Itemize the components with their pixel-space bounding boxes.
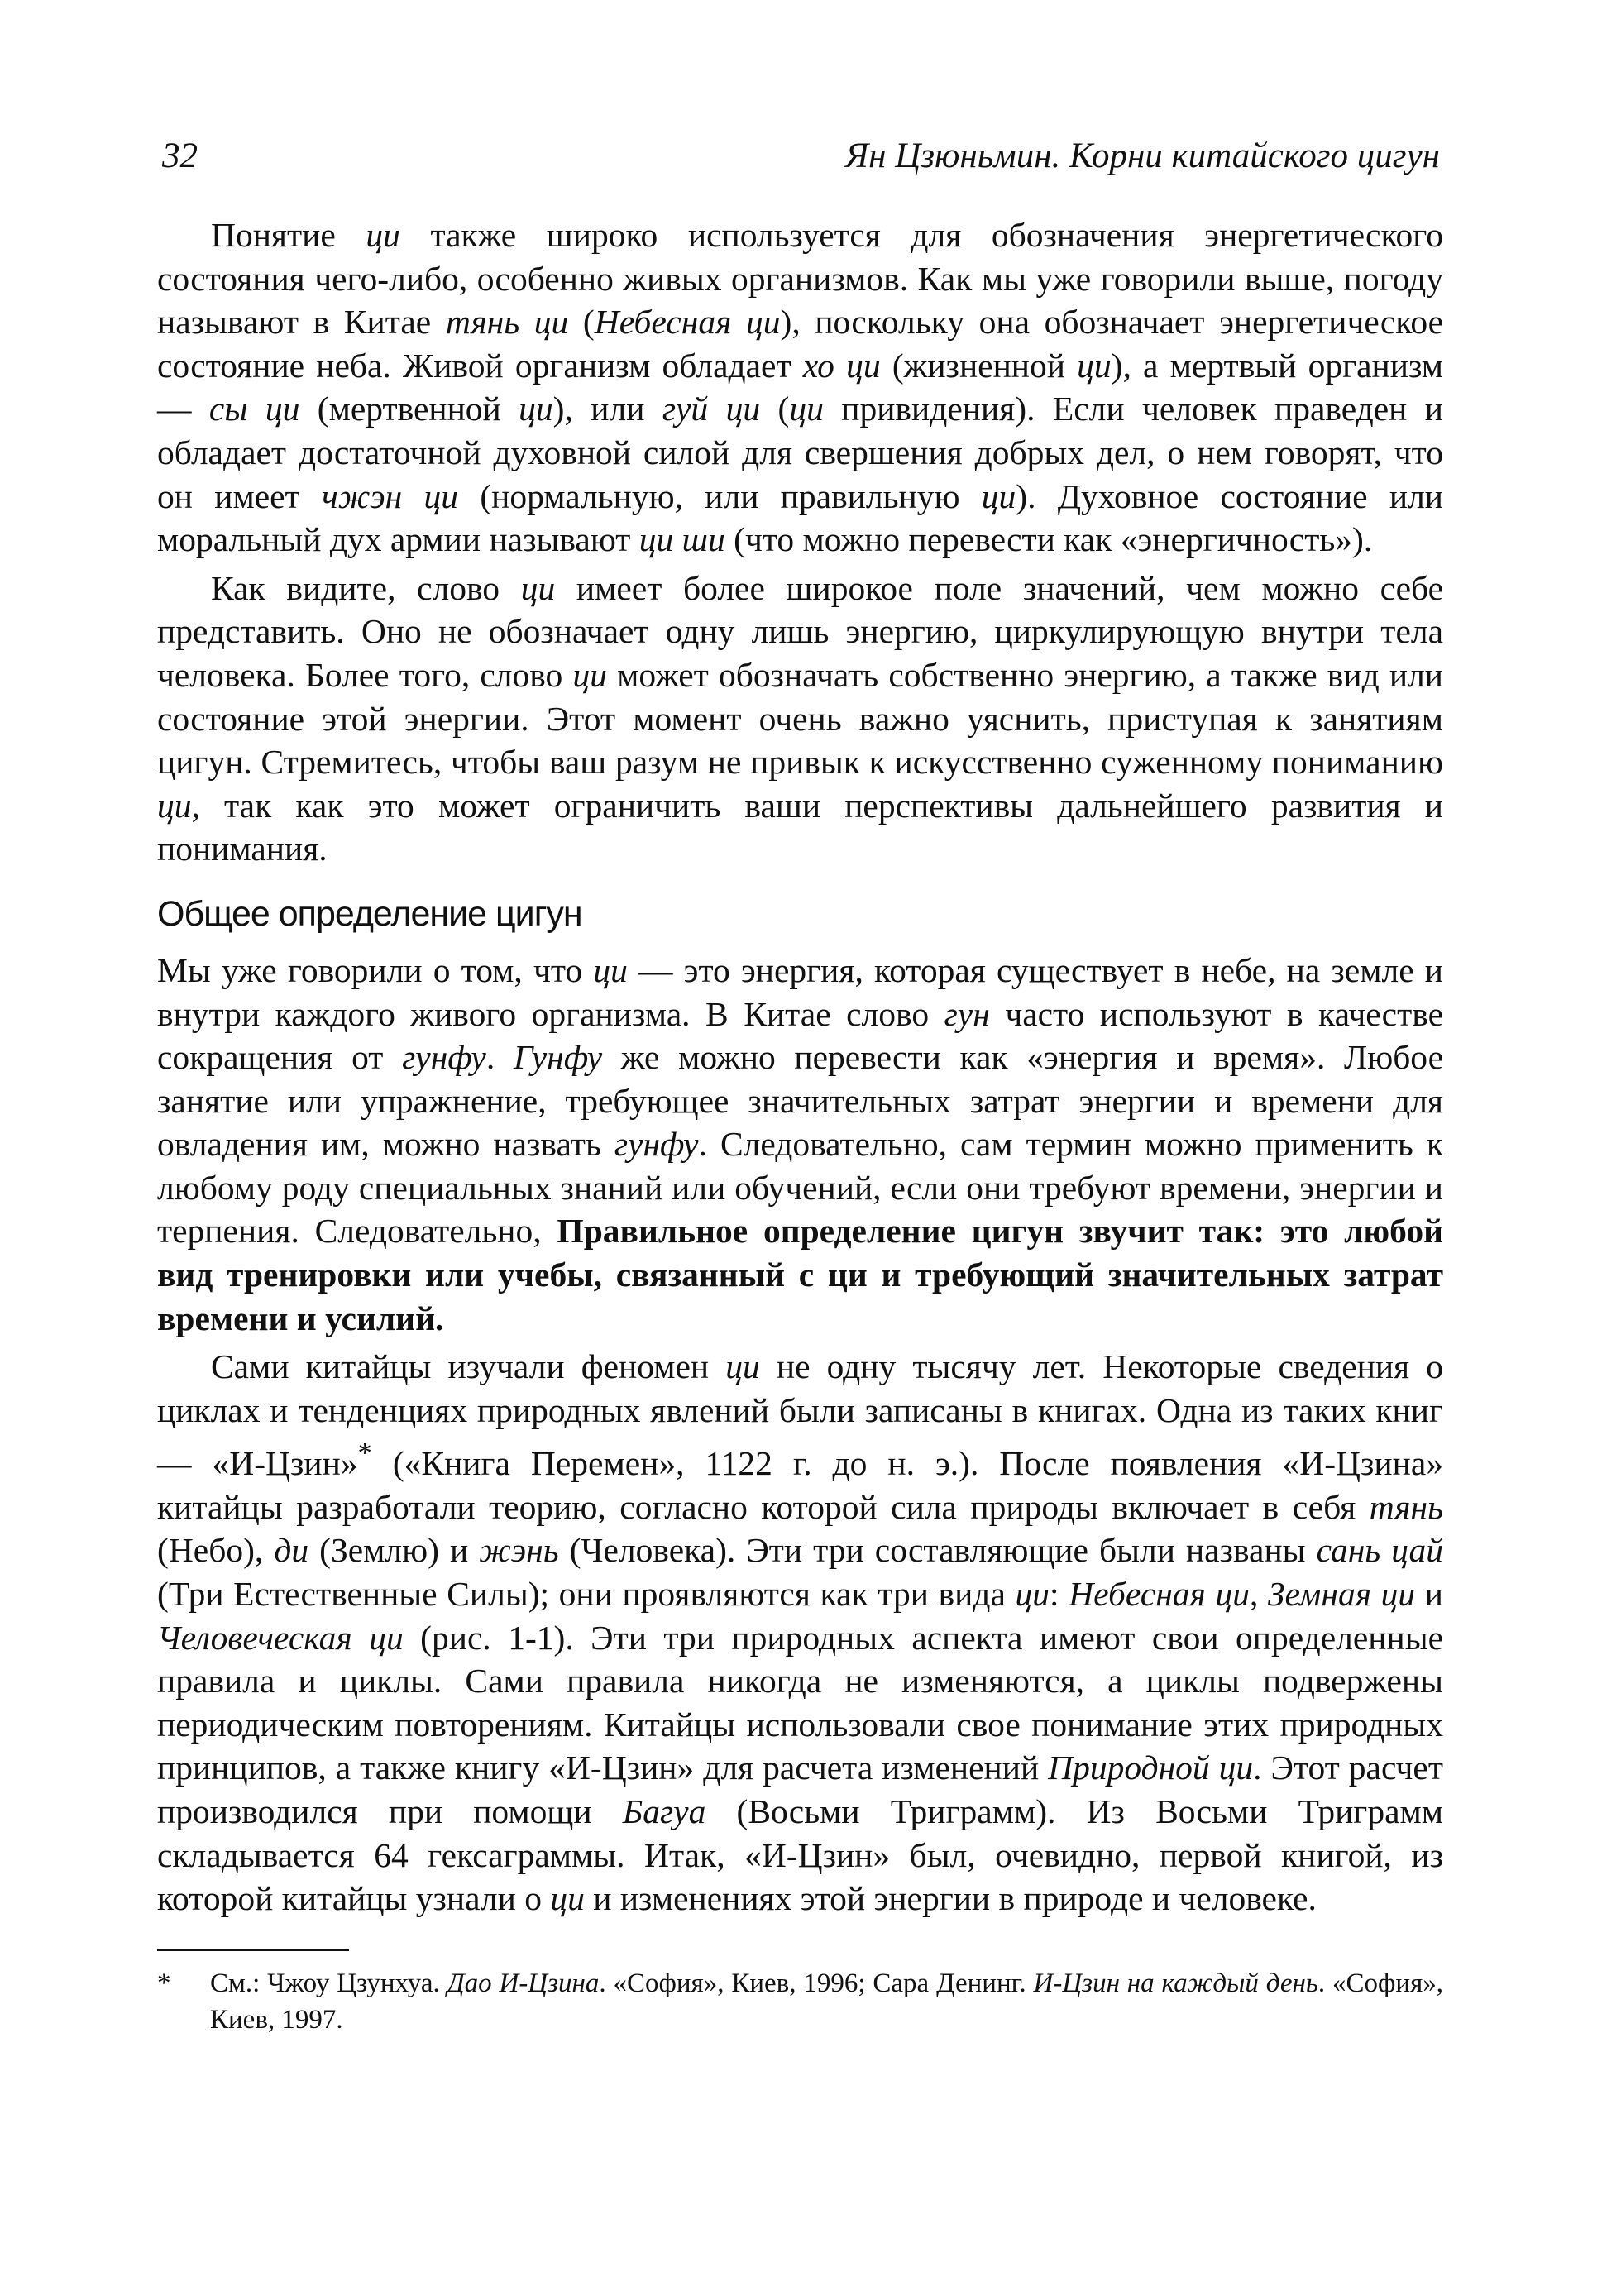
definition-bold: Правильное определение цигун звучит так: это любой вид тренировки или учебы, связанный с ци и требующий значительных затрат времени и усилий. — [157, 1212, 1443, 1337]
paragraph-2: Как видите, слово ци имеет более широкое поле значений, чем можно себе представить. Оно не обозначает одну лишь энергию, циркулирующую внутри тела человека. Более того, слово ци может обозначать собственно энергию, а также вид или состояние этой энергии. Этот момент очень важно уяснить, приступая к занятиям цигун. Стремитесь, чтобы ваш разум не привык к искусственно суженному пониманию ци, так как это может ограничить ваши перспективы дальнейшего развития и понимания. — [157, 568, 1444, 868]
section-heading: Общее определение цигун — [157, 893, 582, 934]
paragraph-1: Понятие ци также широко используется для обозначения энергетического состояния чего-либо, особенно живых организмов. Как мы уже говорили выше, погоду называют в Китае тянь ци (Небесная ци), поскольку она обозначает энергетическое состояние неба. Живой организм обладает хо ци (жизненной ци), а мертвый организм — сы ци (мертвенной ци), или гуй ци (ци привидения). Если человек праведен и обладает достаточной духовной силой для свершения добрых дел, о нем говорят, что он имеет чжэн ци (нормальную, или правильную ци). Духовное состояние или моральный дух армии называют ци ши (что можно перевести как «энергичность»). — [157, 216, 1444, 559]
footnote-divider — [157, 1949, 349, 1951]
footnote-marker: * — [157, 1968, 171, 1998]
footnote-ref[interactable]: * — [357, 1437, 372, 1470]
page-number: 32 — [162, 136, 198, 175]
main-text — [157, 213, 1443, 1921]
paragraph-4: Сами китайцы изучали феномен ци не одну тысячу лет. Некоторые сведения о циклах и тенденциях природных явлений были записаны в книгах. Одна из таких книг — «И-Цзин»* («Книга Перемен», 1122 г. до н. э.). После появления «И-Цзина» китайцы разработали теорию, согласно которой сила природы включает в себя тянь (Небо), ди (Землю) и жэнь (Человека). Эти три составляющие были названы сань цай (Три Естественные Силы); они проявляются как три вида ци: Небесная ци, Земная ци и Человеческая ци (рис. 1-1). Эти три природных аспекта имеют свои определенные правила и циклы. Сами правила никогда не изменяются, а циклы подвержены периодическим повторениям. Китайцы использовали свое понимание этих природных принципов, а также книгу «И-Цзин» для расчета изменений Природной ци. Этот расчет производился при помощи Багуа (Восьми Триграмм). Из Восьми Триграмм складывается 64 гексаграммы. Итак, «И-Цзин» был, очевидно, первой книгой, из которой китайцы узнали о ци и изменениях этой энергии в природе и человеке. — [157, 1347, 1444, 1918]
footnote — [157, 1965, 1443, 2038]
paragraph-3: Мы уже говорили о том, что ци — это энергия, которая существует в небе, на земле и внутри каждого живого организма. В Китае слово гун часто используют в качестве сокращения от гунфу. Гунфу же можно перевести как «энергия и время». Любое занятие или упражнение, требующее значительных затрат энергии и времени для овладения им, можно назвать гунфу. Следовательно, сам термин можно применить к любому роду специальных знаний или обучений, если они требуют времени, энергии и терпения. Следовательно, Правильное определение цигун звучит так: это любой вид тренировки или учебы, связанный с ци и требующий значительных затрат времени и усилий. — [157, 950, 1443, 1337]
running-title: Ян Цзюньмин. Корни китайского цигун — [844, 136, 1440, 175]
footnote-text: См.: Чжоу Цзунхуа. Дао И-Цзина. «София», Киев, 1996; Сара Денинг. И-Цзин на каждый день. «София», Киев, 1997. — [210, 1968, 1444, 2035]
